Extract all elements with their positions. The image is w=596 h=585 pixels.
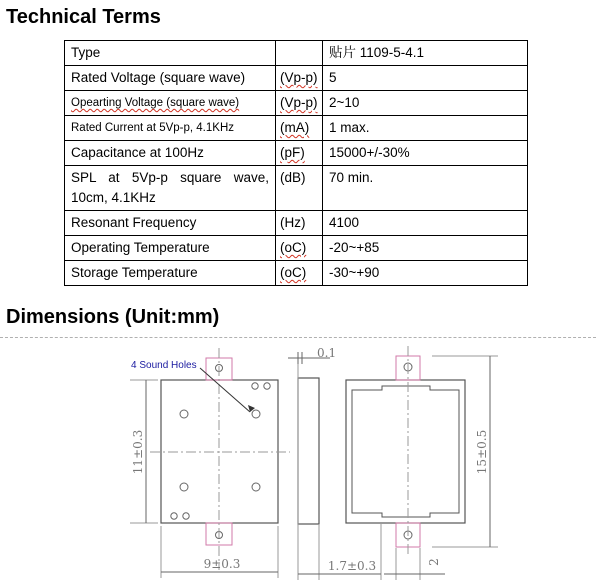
unit-cell — [276, 41, 323, 66]
table-row — [65, 211, 528, 236]
param-cell: Resonant Frequency — [65, 211, 276, 236]
height-dimension: 11±0.3 — [131, 429, 145, 475]
unit-cell — [276, 261, 323, 286]
sound-hole — [252, 483, 260, 491]
side-view — [288, 352, 381, 580]
section-title-dimensions: Dimensions (Unit:mm) — [6, 306, 220, 328]
inner-cavity — [352, 386, 459, 517]
unit-cell — [276, 236, 323, 261]
table-row — [65, 41, 528, 66]
value-cell: -30~+90 — [323, 261, 528, 286]
unit-text: (oC) — [280, 240, 307, 255]
front-view — [130, 348, 290, 578]
leader-line — [200, 368, 250, 412]
section-title-technical-terms: Technical Terms — [6, 6, 161, 28]
param-cell: Rated Current at 5Vp-p, 4.1KHz — [65, 116, 276, 141]
table-row — [65, 141, 528, 166]
value-cell: 70 min. — [323, 166, 528, 211]
value-cell: 贴片 1109-5-4.1 — [323, 41, 528, 66]
param-cell: Capacitance at 100Hz — [65, 141, 276, 166]
param-text: Opearting Voltage (square wave) — [71, 97, 240, 109]
unit-cell — [276, 91, 323, 116]
spec-table — [64, 40, 528, 286]
table-row — [65, 261, 528, 286]
small-hole — [264, 383, 270, 389]
value-cell: 15000+/-30% — [323, 141, 528, 166]
unit-cell — [276, 116, 323, 141]
unit-text: (mA) — [280, 120, 310, 135]
length-dimension: 15±0.5 — [475, 429, 489, 475]
unit-cell: (dB) — [276, 166, 323, 211]
value-cell: 2~10 — [323, 91, 528, 116]
unit-text: (Vp-p) — [280, 70, 318, 85]
top-view-outline — [346, 380, 465, 523]
unit-cell — [276, 66, 323, 91]
pad-dimension: 2 — [427, 558, 441, 566]
value-cell: 5 — [323, 66, 528, 91]
param-cell: Rated Voltage (square wave) — [65, 66, 276, 91]
small-hole — [171, 513, 177, 519]
side-body — [298, 378, 319, 524]
value-cell: 4100 — [323, 211, 528, 236]
param-cell: Type — [65, 41, 276, 66]
unit-cell: (Hz) — [276, 211, 323, 236]
width-dimension: 9±0.3 — [203, 557, 241, 571]
table-row — [65, 116, 528, 141]
unit-text: (oC) — [280, 265, 307, 280]
param-cell: Operating Temperature — [65, 236, 276, 261]
unit-text: (Vp-p) — [280, 95, 318, 110]
table-row — [65, 236, 528, 261]
sound-holes-label: 4 Sound Holes — [131, 360, 197, 371]
small-hole — [252, 383, 258, 389]
gap-dimension: 0.1 — [317, 346, 337, 360]
table-row — [65, 91, 528, 116]
dimension-drawing — [0, 338, 596, 585]
table-row — [65, 166, 528, 211]
sound-hole — [252, 410, 260, 418]
table-row — [65, 66, 528, 91]
param-cell: Storage Temperature — [65, 261, 276, 286]
sound-hole — [180, 410, 188, 418]
param-cell — [65, 91, 276, 116]
param-cell: SPL at 5Vp-p square wave, 10cm, 4.1KHz — [65, 166, 276, 211]
unit-text: (pF) — [280, 145, 305, 160]
sound-hole — [180, 483, 188, 491]
unit-cell — [276, 141, 323, 166]
thickness-dimension: 1.7±0.3 — [327, 559, 377, 573]
value-cell: -20~+85 — [323, 236, 528, 261]
small-hole — [183, 513, 189, 519]
value-cell: 1 max. — [323, 116, 528, 141]
